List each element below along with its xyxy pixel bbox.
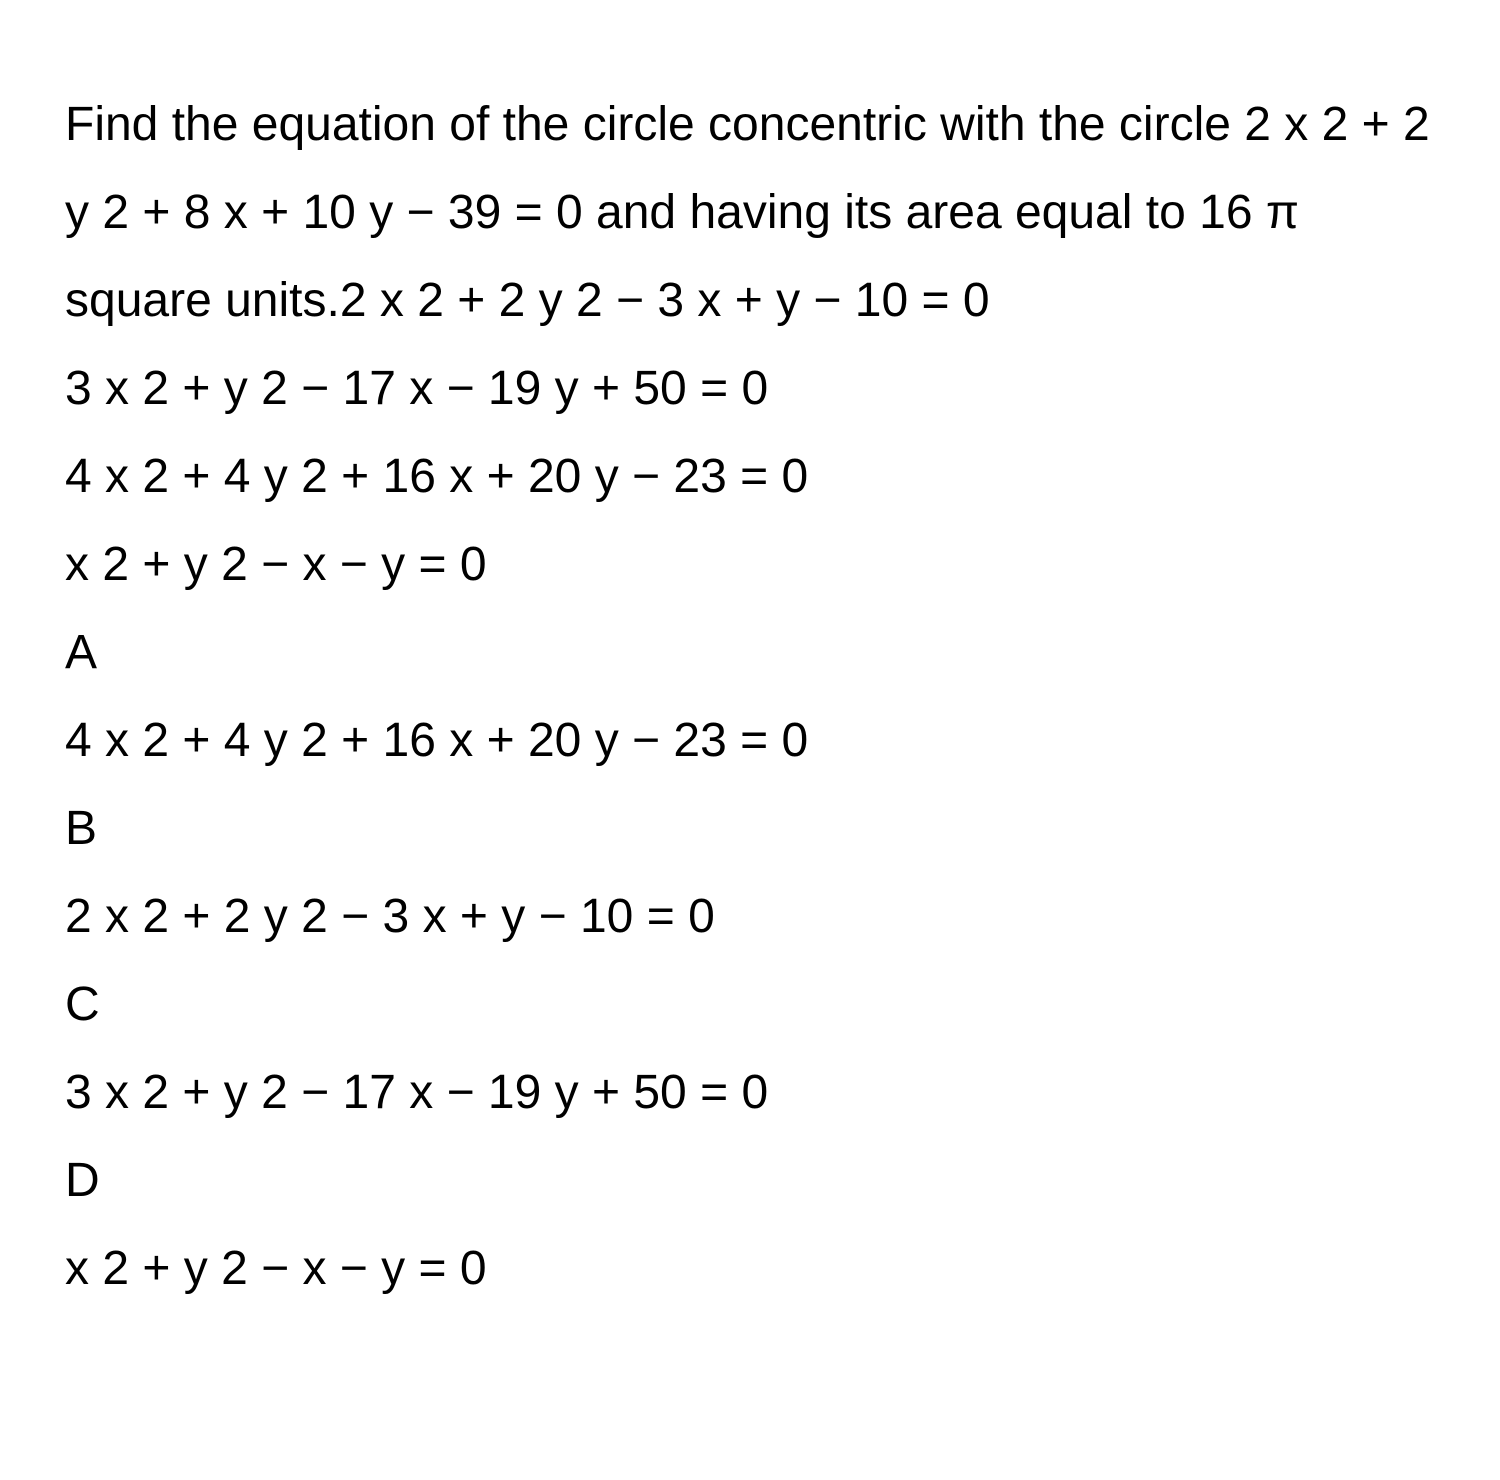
inline-choice-1: 3 x 2 + y 2 − 17 x − 19 y + 50 = 0 [65, 362, 769, 415]
question-content [65, 81, 1445, 1313]
option-b-text: 2 x 2 + 2 y 2 − 3 x + y − 10 = 0 [65, 890, 715, 943]
option-d-label: D [65, 1154, 100, 1207]
inline-choice-3: x 2 + y 2 − x − y = 0 [65, 538, 487, 591]
option-c-text: 3 x 2 + y 2 − 17 x − 19 y + 50 = 0 [65, 1066, 769, 1119]
inline-choice-2: 4 x 2 + 4 y 2 + 16 x + 20 y − 23 = 0 [65, 450, 809, 503]
option-a-text: 4 x 2 + 4 y 2 + 16 x + 20 y − 23 = 0 [65, 714, 809, 767]
option-a-label: A [65, 626, 98, 679]
option-c-label: C [65, 978, 100, 1031]
question-text: Find the equation of the circle concentric with the circle 2 x 2 + 2 y 2 + 8 x + 10 y − 39 = 0 and having its area equal to 16 π square units.2 x 2 + 2 y 2 − 3 x + y − 10 = 0 [65, 98, 1430, 327]
option-b-label: B [65, 802, 98, 855]
option-d-text: x 2 + y 2 − x − y = 0 [65, 1242, 487, 1295]
